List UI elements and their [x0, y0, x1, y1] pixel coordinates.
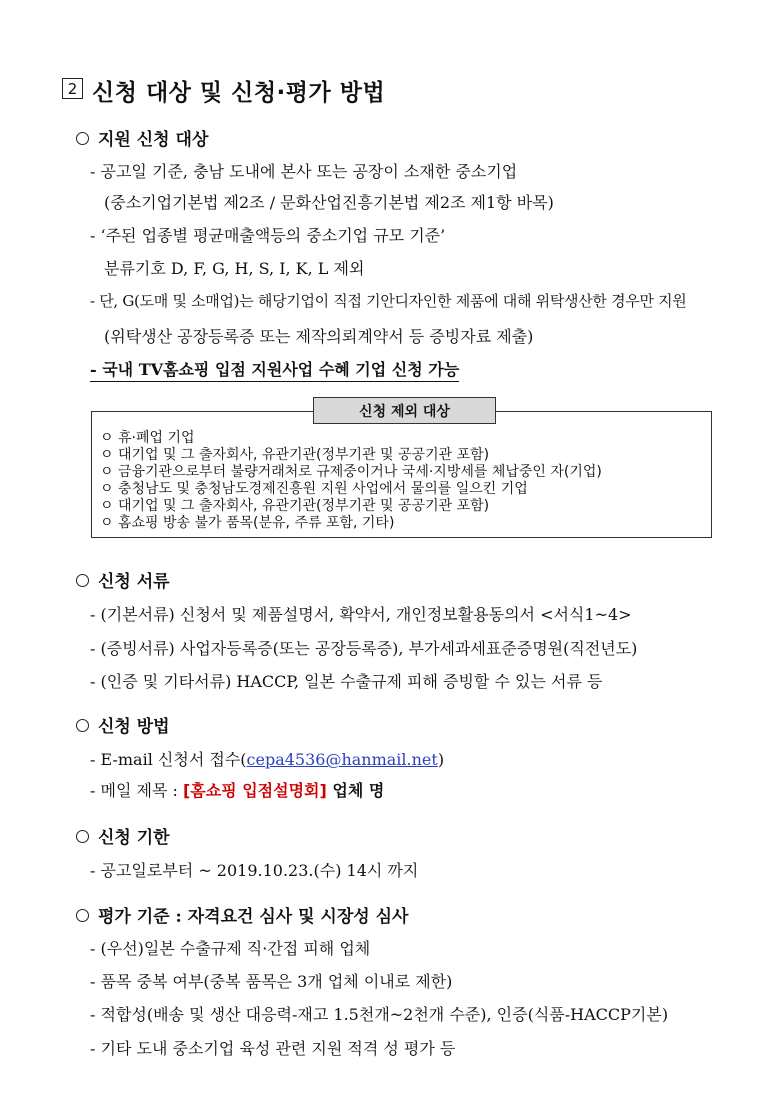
- subject-tag: [홈쇼핑 입점설명회]: [182, 781, 327, 800]
- page-title: 신청 대상 및 신청·평가 방법: [92, 80, 386, 106]
- documents-line-1: - (기본서류) 신청서 및 제품설명서, 확약서, 개인정보활용동의서 <서식1~4>: [90, 605, 632, 624]
- section-header-label: 평가 기준 : 자격요건 심사 및 시장성 심사: [98, 907, 409, 927]
- section-header-evaluation: [76, 902, 408, 927]
- exclusion-item: ㅇ 금융기관으로부터 불량거래처로 규제중이거나 국세·지방세를 체납중인 자(기업): [100, 464, 602, 480]
- section-header-label: 신청 방법: [98, 717, 170, 737]
- circle-bullet-icon: [76, 909, 89, 922]
- exclusion-list: [100, 430, 602, 532]
- exclusion-item: ㅇ 대기업 및 그 출자회사, 유관기관(정부기관 및 공공기관 포함): [100, 447, 490, 463]
- exclusion-item: ㅇ 대기업 및 그 출자회사, 유관기관(정부기관 및 공공기관 포함): [100, 498, 490, 514]
- section-header-method: [76, 712, 170, 737]
- subject-company: 업체 명: [326, 781, 385, 800]
- method-email-line: [90, 747, 444, 770]
- email-link[interactable]: cepa4536@hanmail.net: [246, 750, 438, 769]
- exclusion-label: 신청 제외 대상: [313, 397, 496, 424]
- section-number-box: 2: [62, 78, 83, 99]
- eligibility-line-3: - ‘주된 업종별 평균매출액등의 중소기업 규모 기준’: [90, 226, 446, 245]
- section-header-label: 신청 서류: [98, 572, 170, 592]
- eligibility-line-4: 분류기호 D, F, G, H, S, I, K, L 제외: [104, 259, 365, 278]
- subject-prefix: - 메일 제목 :: [90, 781, 183, 800]
- evaluation-line-4: - 기타 도내 중소기업 육성 관련 지원 적격 성 평가 등: [90, 1039, 456, 1058]
- evaluation-line-3: - 적합성(배송 및 생산 대응력-재고 1.5천개~2천개 수준), 인증(식품-HACCP기본): [90, 1005, 669, 1024]
- exclusion-item: ㅇ 충청남도 및 충청남도경제진흥원 지원 사업에서 물의를 일으킨 기업: [100, 481, 528, 497]
- section-header-documents: [76, 567, 170, 592]
- eligibility-line-5: - 단, G(도매 및 소매업)는 해당기업이 직접 기안디자인한 제품에 대해 위탁생산한 경우만 지원: [90, 292, 687, 310]
- circle-bullet-icon: [76, 132, 89, 145]
- deadline-line: - 공고일로부터 ~ 2019.10.23.(수) 14시 까지: [90, 861, 419, 880]
- eligibility-line-2: (중소기업기본법 제2조 / 문화산업진흥기본법 제2조 제1항 바목): [104, 193, 554, 212]
- eligibility-highlight-line: - 국내 TV홈쇼핑 입점 지원사업 수혜 기업 신청 가능: [90, 357, 459, 382]
- evaluation-line-2: - 품목 중복 여부(중복 품목은 3개 업체 이내로 제한): [90, 972, 453, 991]
- method-email-prefix: - E-mail 신청서 접수(: [90, 750, 247, 769]
- circle-bullet-icon: [76, 574, 89, 587]
- exclusion-item: ㅇ 홈쇼핑 방송 불가 품목(분유, 주류 포함, 기타): [100, 515, 395, 531]
- documents-line-3: - (인증 및 기타서류) HACCP, 일본 수출규제 피해 증빙할 수 있는 서류 등: [90, 672, 603, 691]
- method-email-suffix: ): [437, 750, 445, 769]
- circle-bullet-icon: [76, 830, 89, 843]
- section-header-label: 지원 신청 대상: [98, 130, 209, 150]
- section-header-label: 신청 기한: [98, 828, 170, 848]
- documents-line-2: - (증빙서류) 사업자등록증(또는 공장등록증), 부가세과세표준증명원(직전년도): [90, 639, 638, 658]
- section-header-eligibility: [76, 125, 208, 150]
- evaluation-line-1: - (우선)일본 수출규제 직·간접 피해 업체: [90, 939, 371, 958]
- method-subject-line: [90, 778, 384, 801]
- eligibility-line-1: - 공고일 기준, 충남 도내에 본사 또는 공장이 소재한 중소기업: [90, 162, 518, 181]
- section-header-deadline: [76, 823, 170, 848]
- eligibility-line-6: (위탁생산 공장등록증 또는 제작의뢰계약서 등 증빙자료 제출): [104, 327, 534, 346]
- exclusion-item: ㅇ 휴·폐업 기업: [100, 430, 195, 446]
- circle-bullet-icon: [76, 719, 89, 732]
